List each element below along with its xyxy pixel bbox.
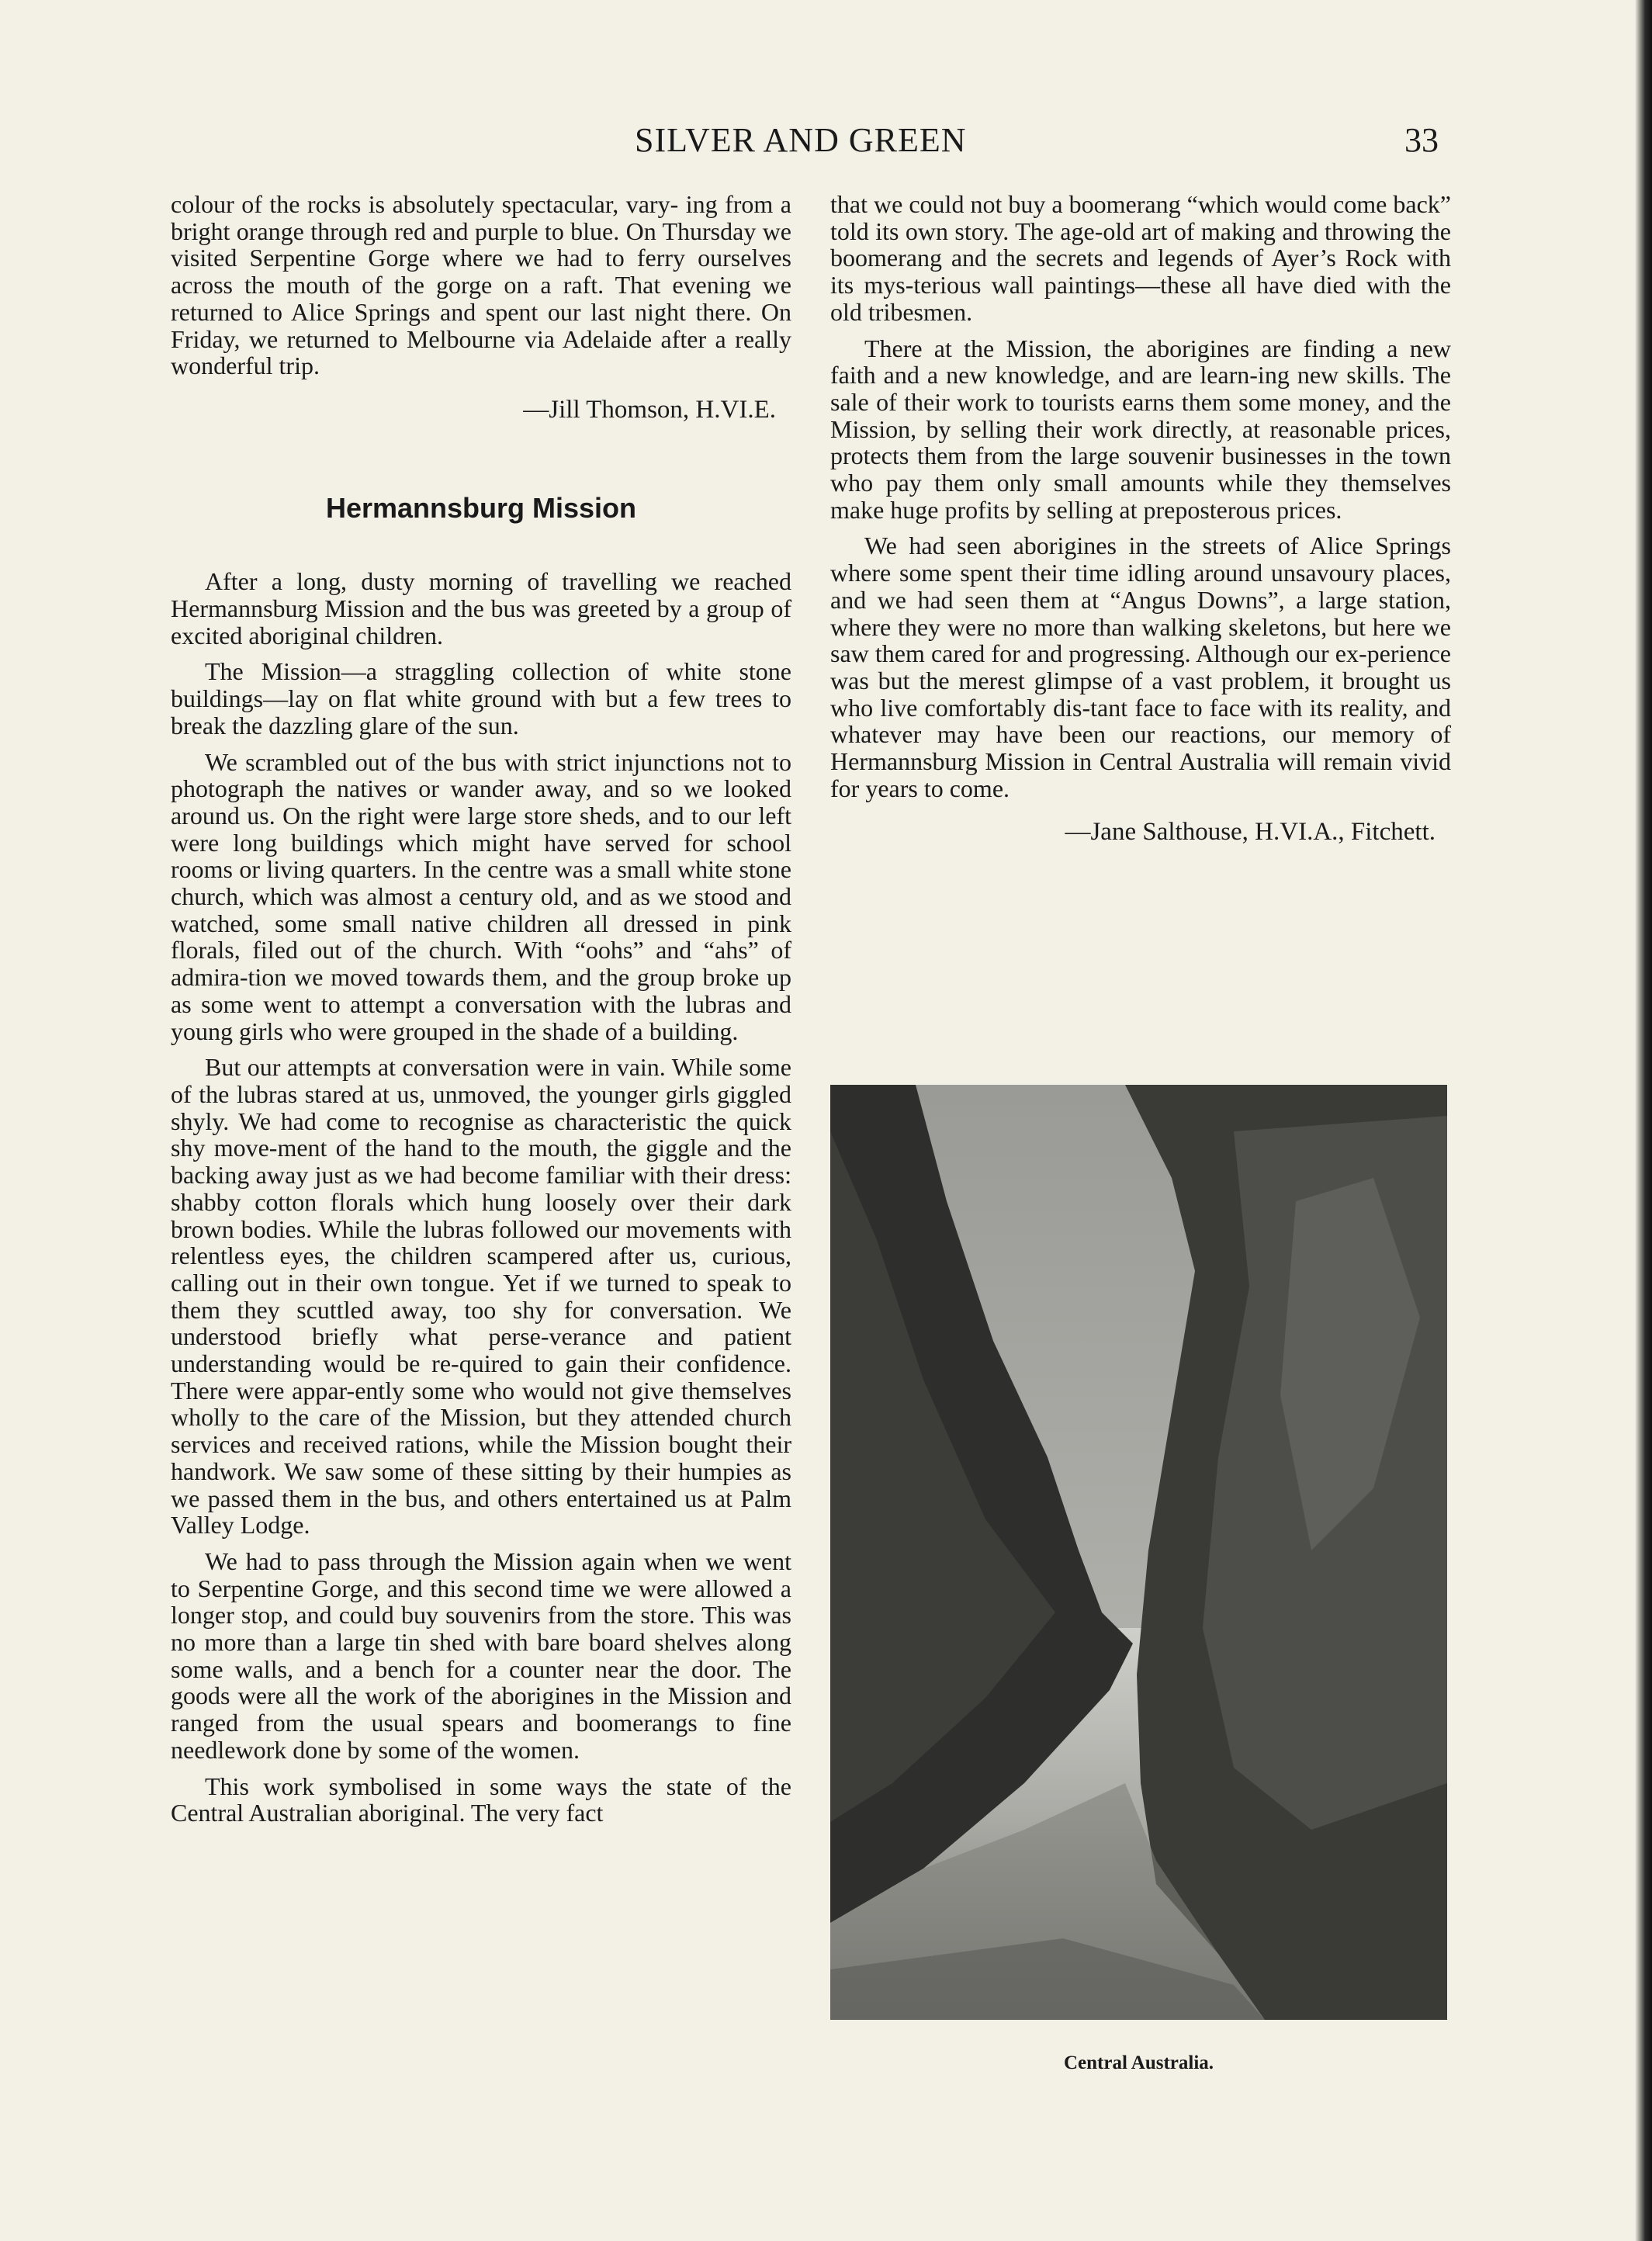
page-edge-shadow: [1635, 0, 1652, 2241]
paragraph: But our attempts at conversation were in vain. While some of the lubras stared at us, unmoved, the younger girls giggled shyly. We had come to recognise as characteristic the quick shy move-ment of the hand to the mouth, the giggle and the backing away just as we had become familiar with their dress: shabby cotton florals which hung loosely over their dark brown bodies. While the lubras followed our movements with relentless eyes, the children scampered after us, curious, calling out in their own tongue. Yet if we turned to speak to them they scuttled away, too shy for conversation. We understood briefly what perse-verance and patient understanding would be re-quired to gain their confidence. There were appar-ently some who would not give themselves wholly to the care of the Mission, but they attended church services and received rations, while the Mission bought their handwork. We saw some of these sitting by their humpies as we passed them in the bus, and others entertained us at Palm Valley Lodge.: [171, 1053, 791, 1540]
paragraph: We had seen aborigines in the streets of Alice Springs where some spent their time idling around unsavoury places, and we had seen them at “Angus Downs”, a large station, where they were no more than walking skeletons, but here we saw them cared for and progressing. Although our ex-perience was but the merest glimpse of a vast problem, it brought us who live comfortably dis-tant face to face with its reality, and whatever may have been our reactions, our memory of Hermannsburg Mission in Central Australia will remain vivid for years to come.: [830, 532, 1451, 802]
paragraph: that we could not buy a boomerang “which would come back” told its own story. The age-old art of making and throwing the boomerang and the secrets and legends of Ayer’s Rock with its mys-terious wall paintings—these all have died with the old tribesmen.: [830, 190, 1451, 326]
paragraph: After a long, dusty morning of travelling we reached Hermannsburg Mission and the bus was greeted by a group of excited aboriginal children.: [171, 567, 791, 649]
gorge-photograph: [830, 1085, 1447, 2020]
paragraph: There at the Mission, the aborigines are finding a new faith and a new knowledge, and are learn-ing new skills. The sale of their work to tourists earns them some money, and the Mission, by selling their work directly, at reasonable prices, protects them from the large souvenir businesses in the town who pay them only small amounts while they themselves make huge profits by selling at preposterous prices.: [830, 334, 1451, 524]
paragraph: This work symbolised in some ways the state of the Central Australian aboriginal. The very fact: [171, 1772, 791, 1827]
paragraph: We scrambled out of the bus with strict injunctions not to photograph the natives or wander away, and so we looked around us. On the right were large store sheds, and to our left were long buildings which might have served for school rooms or living quarters. In the centre was a small white stone church, which was almost a century old, and as we stood and watched, some small native children all dressed in pink florals, filed out of the church. With “oohs” and “ahs” of admira-tion we moved towards them, and the group broke up as some went to attempt a conversation with the lubras and young girls who were grouped in the shade of a building.: [171, 747, 791, 1045]
photo-caption: Central Australia.: [1063, 2052, 1214, 2073]
paragraph: The Mission—a straggling collection of white stone buildings—lay on flat white ground with but a few trees to break the dazzling glare of the sun.: [171, 657, 791, 739]
right-column: [830, 191, 1451, 846]
author-signature: —Jill Thomson, H.VI.E.: [523, 395, 776, 424]
author-signature: —Jane Salthouse, H.VI.A., Fitchett.: [1065, 818, 1436, 847]
running-head: SILVER AND GREEN: [635, 121, 967, 159]
gorge-photo-image: [830, 1085, 1447, 2020]
paragraph: We had to pass through the Mission again when we went to Serpentine Gorge, and this second time we were allowed a longer stop, and could buy souvenirs from the store. This was no more than a large tin shed with bare board shelves along some walls, and a bench for a counter near the door. The goods were all the work of the aborigines in the Mission and ranged from the usual spears and boomerangs to fine needlework done by some of the women.: [171, 1547, 791, 1764]
article-heading: Hermannsburg Mission: [325, 491, 637, 524]
page-number: 33: [1404, 121, 1439, 159]
left-column: [171, 191, 791, 1836]
paragraph: colour of the rocks is absolutely spectacular, vary- ing from a bright orange through red and purple to blue. On Thursday we visited Serpentine Gorge where we had to ferry ourselves across the mouth of the gorge on a raft. That evening we returned to Alice Springs and spent our last night there. On Friday, we returned to Melbourne via Adelaide after a really wonderful trip.: [171, 190, 791, 380]
